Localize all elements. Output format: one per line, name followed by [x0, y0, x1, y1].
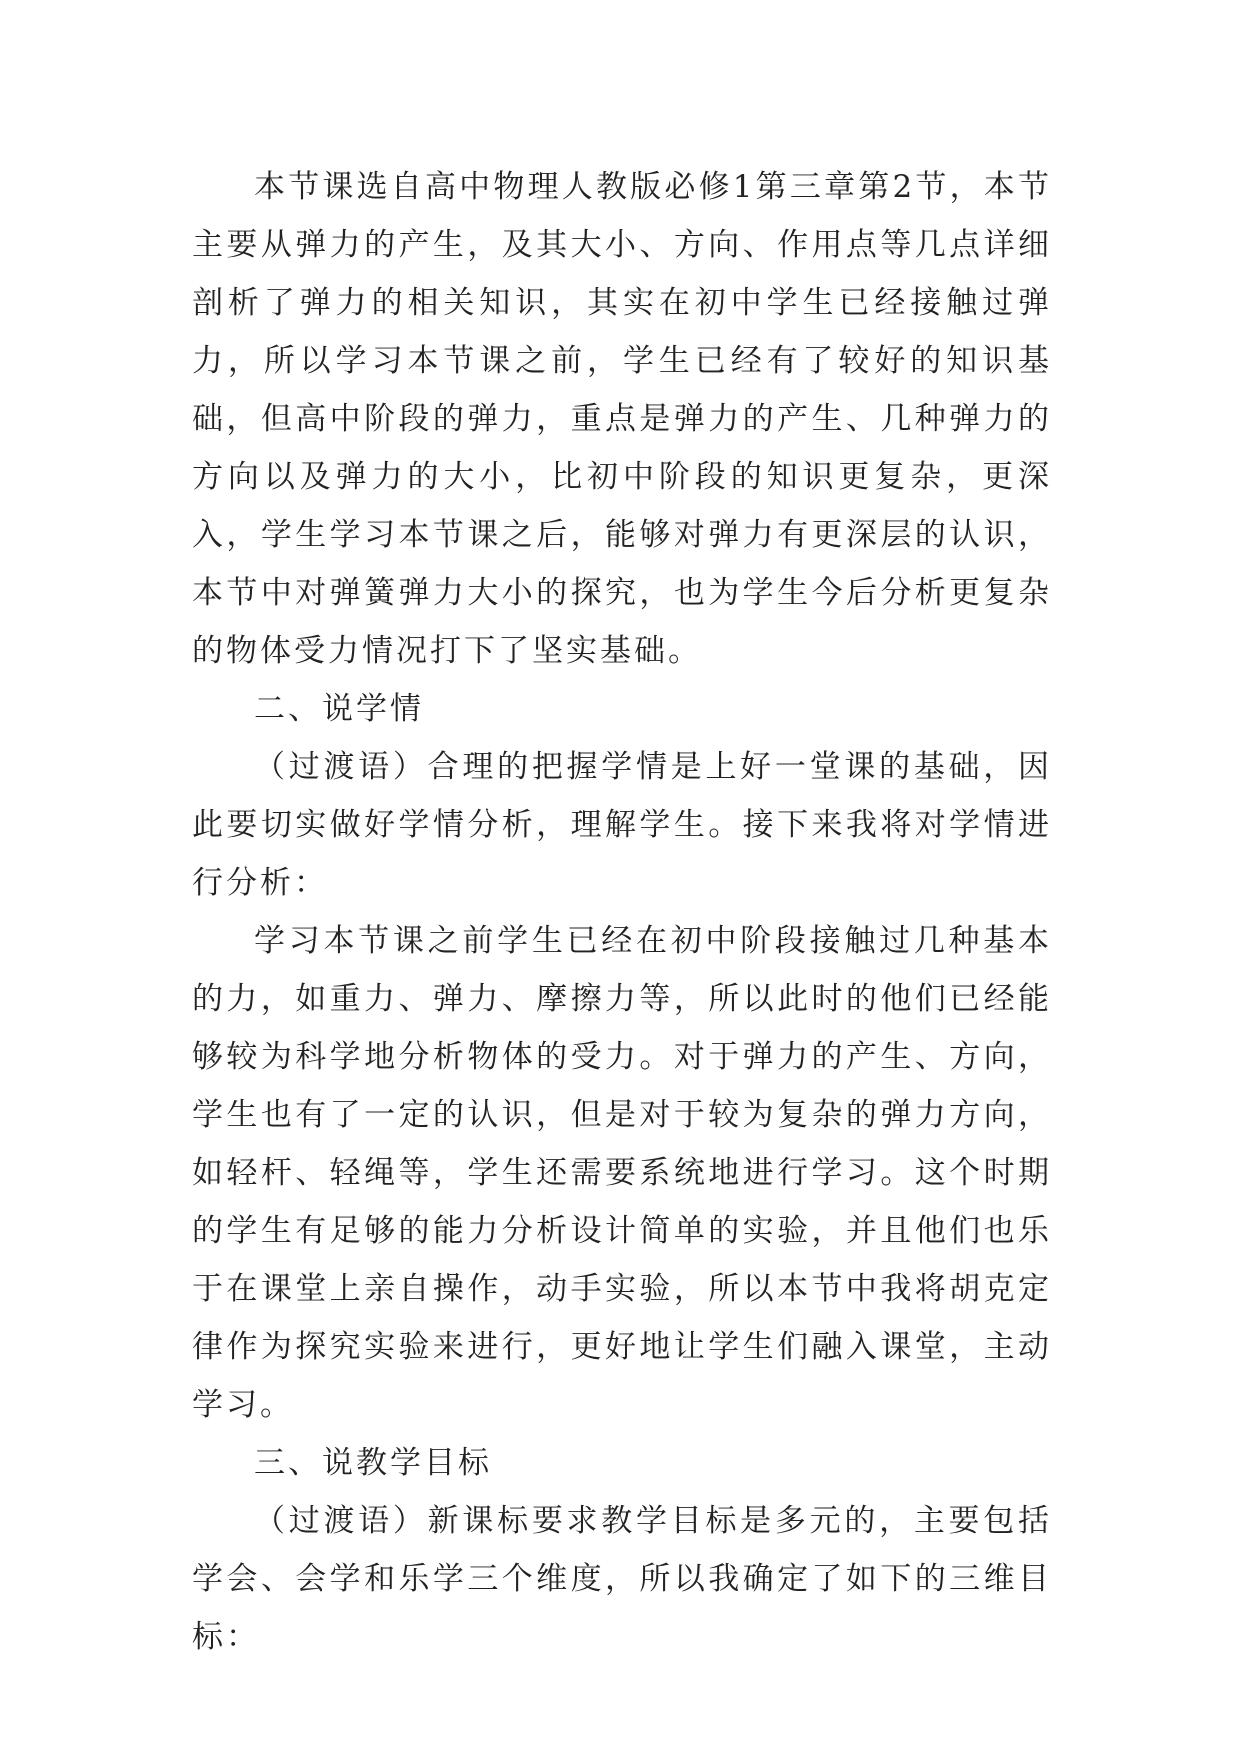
- section-heading-student-analysis: 二、说学情: [254, 691, 424, 727]
- paragraph-teaching-goals-intro: （过渡语）新课标要求教学目标是多元的，主要包括学会、会学和乐学三个维度，所以我确定了如下的三维目标：: [192, 1503, 1052, 1655]
- section-heading-teaching-goals: 三、说教学目标: [254, 1445, 492, 1481]
- document-page: [192, 158, 1052, 1666]
- paragraph-textbook-analysis: 本节课选自高中物理人教版必修1第三章第2节，本节主要从弹力的产生，及其大小、方向、作用点等几点详细剖析了弹力的相关知识，其实在初中学生已经接触过弹力，所以学习本节课之前，学生已经有了较好的知识基础，但高中阶段的弹力，重点是弹力的产生、几种弹力的方向以及弹力的大小，比初中阶段的知识更复杂，更深入，学生学习本节课之后，能够对弹力有更深层的认识，本节中对弹簧弹力大小的探究，也为学生今后分析更复杂的物体受力情况打下了坚实基础。: [192, 169, 1052, 669]
- paragraph-student-analysis-body: 学习本节课之前学生已经在初中阶段接触过几种基本的力，如重力、弹力、摩擦力等，所以此时的他们已经能够较为科学地分析物体的受力。对于弹力的产生、方向，学生也有了一定的认识，但是对于较为复杂的弹力方向，如轻杆、轻绳等，学生还需要系统地进行学习。这个时期的学生有足够的能力分析设计简单的实验，并且他们也乐于在课堂上亲自操作，动手实验，所以本节中我将胡克定律作为探究实验来进行，更好地让学生们融入课堂，主动学习。: [192, 923, 1052, 1423]
- paragraph-student-analysis-intro: （过渡语）合理的把握学情是上好一堂课的基础，因此要切实做好学情分析，理解学生。接下来我将对学情进行分析：: [192, 749, 1052, 901]
